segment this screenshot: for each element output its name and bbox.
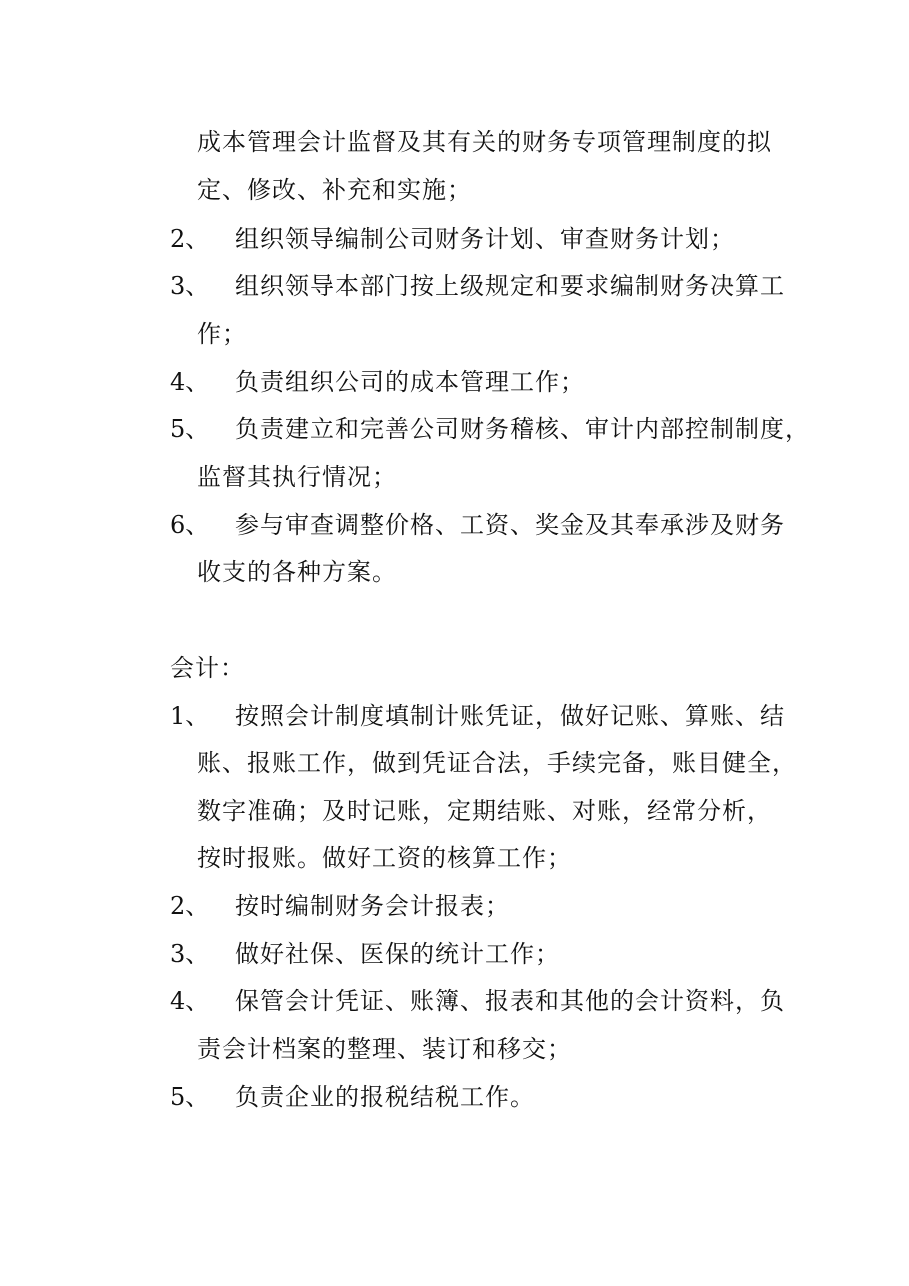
- list-number: 4、: [170, 987, 210, 1015]
- list-number: 2、: [170, 892, 210, 920]
- text-line: 成本管理会计监督及其有关的财务专项管理制度的拟: [197, 128, 772, 156]
- list-item-text: 数字准确；及时记账，定期结账、对账，经常分析，: [197, 797, 772, 825]
- list-item-text: 按时编制财务会计报表；: [235, 892, 510, 920]
- list-item-text: 负责建立和完善公司财务稽核、审计内部控制制度，: [235, 415, 810, 443]
- list-number: 5、: [170, 1083, 210, 1111]
- list-item-text: 负责组织公司的成本管理工作；: [235, 368, 585, 396]
- list-number: 1、: [170, 702, 210, 730]
- list-item-text: 责会计档案的整理、装订和移交；: [197, 1035, 572, 1063]
- list-item-text: 作；: [197, 320, 247, 348]
- list-item-text: 按照会计制度填制计账凭证，做好记账、算账、结: [235, 702, 785, 730]
- list-item-text: 监督其执行情况；: [197, 463, 397, 491]
- list-item-text: 收支的各种方案。: [197, 558, 397, 586]
- list-item-text: 保管会计凭证、账簿、报表和其他的会计资料，负: [235, 987, 785, 1015]
- list-number: 4、: [170, 368, 210, 396]
- list-item-text: 做好社保、医保的统计工作；: [235, 940, 560, 968]
- list-item-text: 组织领导本部门按上级规定和要求编制财务决算工: [235, 272, 785, 300]
- list-item-text: 账、报账工作，做到凭证合法，手续完备，账目健全，: [197, 749, 797, 777]
- list-item-text: 按时报账。做好工资的核算工作；: [197, 844, 572, 872]
- list-number: 3、: [170, 940, 210, 968]
- list-number: 5、: [170, 415, 210, 443]
- list-number: 2、: [170, 225, 210, 253]
- list-number: 6、: [170, 511, 210, 539]
- list-item-text: 组织领导编制公司财务计划、审查财务计划；: [235, 225, 735, 253]
- text-line: 定、修改、补充和实施；: [197, 176, 472, 204]
- list-number: 3、: [170, 272, 210, 300]
- section-heading: 会计：: [170, 654, 245, 682]
- list-item-text: 参与审查调整价格、工资、奖金及其奉承涉及财务: [235, 511, 785, 539]
- list-item-text: 负责企业的报税结税工作。: [235, 1083, 535, 1111]
